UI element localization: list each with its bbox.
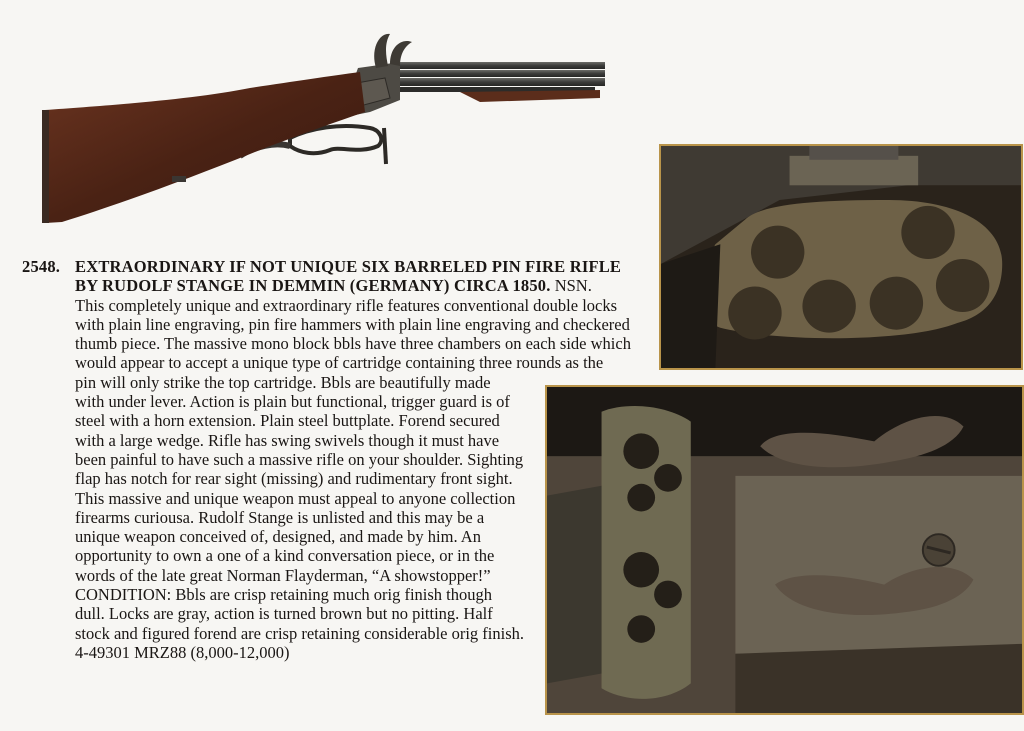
description-line: pin will only strike the top cartridge. Bbls are beautifully made — [75, 372, 491, 392]
muzzle-illustration — [661, 146, 1021, 368]
lot-title-line — [75, 257, 645, 276]
description-line: would appear to accept a unique type of cartridge containing three rounds as the — [75, 353, 604, 373]
description-line: with a large wedge. Rifle has swing swivels though it must have — [75, 430, 500, 450]
description-line: unique weapon conceived of, designed, and made by him. An — [75, 527, 481, 547]
lot-title-part-2: BY RUDOLF STANGE IN DEMMIN (GERMANY) CIRCA 1850. — [75, 276, 551, 296]
estimate-line: 4-49301 MRZ88 (8,000-12,000) — [75, 642, 290, 662]
muzzle-closeup-photo — [659, 144, 1023, 370]
description-line: with under lever. Action is plain but functional, trigger guard is of — [75, 392, 510, 412]
description-line: This completely unique and extraordinary rifle features conventional double locks — [75, 295, 618, 315]
lot-description-block — [75, 257, 645, 662]
description-line: This massive and unique weapon must appeal to anyone collection — [75, 488, 516, 508]
rifle-photo — [40, 28, 605, 223]
lot-title-line — [75, 276, 645, 295]
lot-number: 2548. — [22, 257, 61, 276]
lot-title-suffix: NSN. — [550, 276, 592, 296]
description-line: firearms curiousa. Rudolf Stange is unlisted and this may be a — [75, 507, 485, 527]
description-line: words of the late great Norman Flayderman, “A showstopper!” — [75, 565, 491, 585]
description-line: been painful to have such a massive rifle on your shoulder. Sighting — [75, 449, 524, 469]
description-line: steel with a horn extension. Plain steel buttplate. Forend secured — [75, 411, 500, 431]
description-line: with plain line engraving, pin fire hammers with plain line engraving and checkered — [75, 314, 630, 334]
condition-line: stock and figured forend are crisp retaining considerable orig finish. — [75, 623, 525, 643]
condition-line: CONDITION: Bbls are crisp retaining much orig finish though — [75, 585, 493, 605]
description-line: thumb piece. The massive mono block bbls have three chambers on each side which — [75, 334, 631, 354]
condition-line: dull. Locks are gray, action is turned brown but no pitting. Half — [75, 604, 493, 624]
description-line: opportunity to own a one of a kind conversation piece, or in the — [75, 546, 495, 566]
lot-title-part-1: EXTRAORDINARY IF NOT UNIQUE SIX BARRELED PIN FIRE RIFLE — [75, 257, 622, 276]
description-line: flap has notch for rear sight (missing) and rudimentary front sight. — [75, 469, 513, 489]
rifle-illustration — [40, 28, 605, 223]
